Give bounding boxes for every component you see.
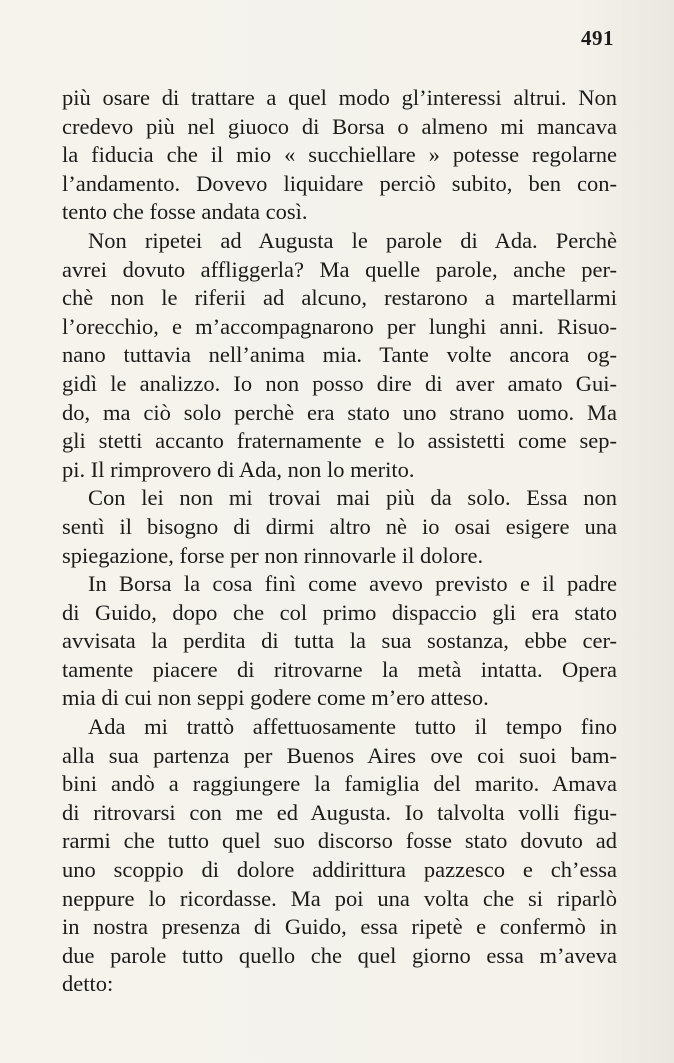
text-line: gidì le analizzo. Io non posso dire di aver amato Gui- [62,370,617,396]
text-line: neppure lo ricordasse. Ma poi una volta che si riparlò [62,885,617,911]
text-line: detto: [62,971,114,997]
text-line: do, ma ciò solo perchè era stato uno strano uomo. Ma [62,399,617,425]
text-line: mia di cui non seppi godere come m’ero atteso. [62,685,489,711]
text-line: tamente piacere di ritrovarne la metà intatta. Opera [62,656,617,682]
text-line: in nostra presenza di Guido, essa ripetè e confermò in [62,914,617,940]
text-line: avvisata la perdita di tutta la sua sostanza, ebbe cer- [62,628,617,654]
text-line: la fiducia che il mio « succhiellare » potesse regolarne [62,142,617,168]
text-line: rarmi che tutto quel suo discorso fosse stato dovuto ad [62,828,617,854]
text-line: spiegazione, forse per non rinnovarle il dolore. [62,542,484,568]
text-line: Con lei non mi trovai mai più da solo. Essa non [88,485,617,511]
page-number: 491 [581,26,614,50]
text-line: alla sua partenza per Buenos Aires ove coi suoi bam- [62,742,617,768]
text-line: chè non le riferii ad alcuno, restarono a martellarmi [62,285,617,311]
text-line: l’andamento. Dovevo liquidare perciò subito, ben con- [62,170,617,196]
text-line: più osare di trattare a quel modo gl’interessi altrui. Non [62,85,617,110]
text-line: due parole tutto quello che quel giorno essa m’aveva [62,942,617,968]
text-line: nano tuttavia nell’anima mia. Tante volte ancora og- [62,342,617,368]
body-text [62,84,617,999]
text-line: l’orecchio, e m’accompagnarono per lunghi anni. Risuo- [62,313,617,339]
text-line: Ada mi trattò affettuosamente tutto il tempo fino [88,714,617,740]
text-line: pi. Il rimprovero di Ada, non lo merito. [62,456,415,482]
text-line: di Guido, dopo che col primo dispaccio gli era stato [62,599,617,625]
text-line: bini andò a raggiungere la famiglia del marito. Amava [62,771,617,797]
text-line: sentì il bisogno di dirmi altro nè io osai esigere una [62,513,617,539]
text-line: uno scoppio di dolore addirittura pazzesco e ch’essa [62,857,617,883]
text-line: gli stetti accanto fraternamente e lo assistetti come sep- [62,428,617,454]
text-line: tento che fosse andata così. [62,199,308,225]
text-line: avrei dovuto affliggerla? Ma quelle parole, anche per- [62,256,617,282]
text-line: credevo più nel giuoco di Borsa o almeno mi mancava [62,113,617,139]
text-line: Non ripetei ad Augusta le parole di Ada. Perchè [88,227,617,253]
text-line: In Borsa la cosa finì come avevo previsto e il padre [88,571,617,597]
text-line: di ritrovarsi con me ed Augusta. Io talvolta volli figu- [62,799,617,825]
